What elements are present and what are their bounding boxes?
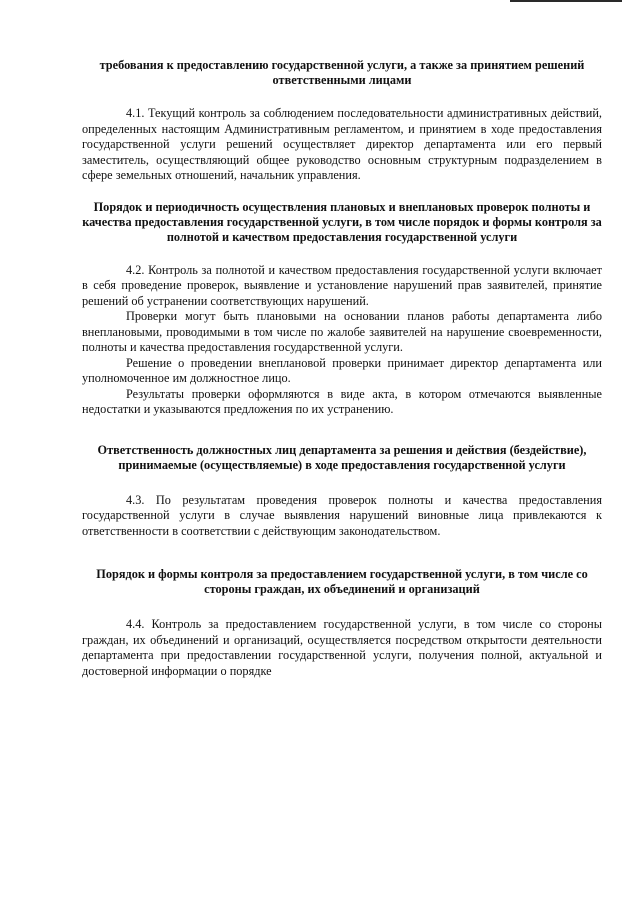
paragraph-unscheduled-decision: Решение о проведении внеплановой проверки принимает директор департамента или уполномоченное им должностное лицо. [82, 355, 602, 385]
paragraph-inspection-types: Проверки могут быть плановыми на основании планов работы департамента либо внеплановыми, проводимыми в том числе по жалобе заявителей на нарушение своевременности, полноты и качества предоставления государственной услуги. [82, 309, 602, 354]
paragraph-inspection-results: Результаты проверки оформляются в виде акта, в котором отмечаются выявленные недостатки и указываются предложения по их устранению. [82, 386, 602, 416]
section-heading-responsibility: Ответственность должностных лиц департамента за решения и действия (бездействие), принимаемые (осуществляемые) в ходе предоставления государственной услуги [97, 442, 587, 472]
document-page [82, 58, 602, 679]
section-heading-requirements: требования к предоставлению государственной услуги, а также за принятием решений ответственными лицами [99, 58, 585, 87]
section-heading-control-forms: Порядок и формы контроля за предоставлением государственной услуги, в том числе со стороны граждан, их объединений и организаций [96, 567, 588, 596]
paragraph-4-4: 4.4. Контроль за предоставлением государственной услуги, в том числе со стороны граждан, их объединений и организаций, осуществляется посредством открытости деятельности департамента при предоставлении государственной услуги, получения полной, актуальной и достоверной информации о порядке [82, 617, 602, 678]
section-heading-inspections: Порядок и периодичность осуществления плановых и внеплановых проверок полноты и качества предоставления государственной услуги, в том числе порядок и формы контроля за полнотой и качеством предоставления государственной услуги [82, 199, 602, 244]
scan-edge-mark [510, 0, 622, 2]
paragraph-4-3: 4.3. По результатам проведения проверок полноты и качества предоставления государственной услуги в случае выявления нарушений виновные лица привлекаются к ответственности в соответствии с действующим законодательством. [82, 492, 602, 538]
paragraph-4-2: 4.2. Контроль за полнотой и качеством предоставления государственной услуги включает в себя проведение проверок, выявление и установление нарушений прав заявителей, принятие решений об устранении соответствующих нарушений. [82, 262, 602, 308]
paragraph-4-1: 4.1. Текущий контроль за соблюдением последовательности административных действий, определенных настоящим Административным регламентом, и принятием в ходе предоставления государственной услуги решений осуществляет директор департамента или его первый заместитель, осуществляющий общее руководство основным структурным подразделением в сфере земельных отношений, начальник управления. [82, 106, 602, 182]
